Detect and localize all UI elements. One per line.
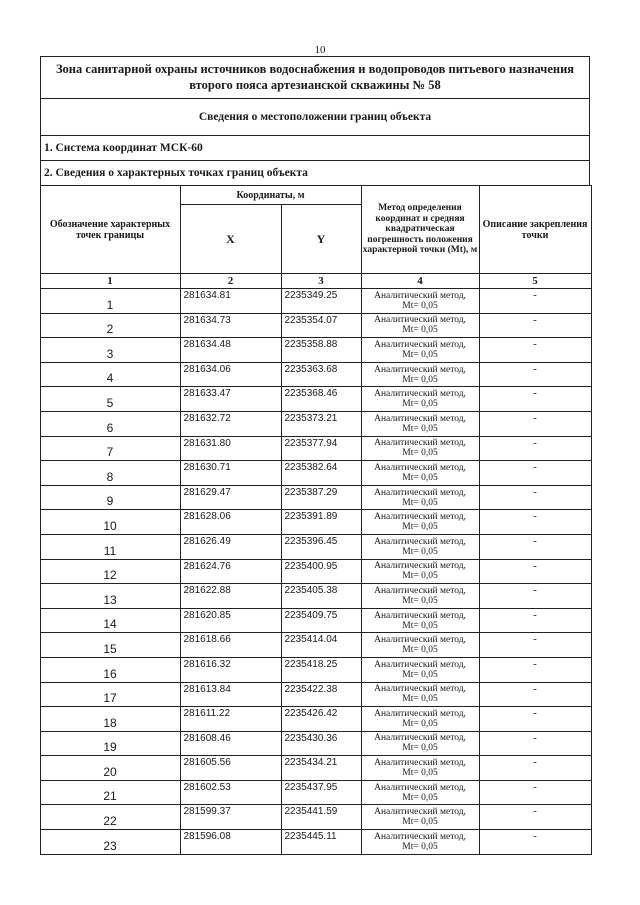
point-number: 13	[40, 584, 180, 609]
method-cell	[361, 756, 479, 781]
table-row	[40, 436, 591, 461]
point-number: 4	[40, 362, 180, 387]
document-title: Зона санитарной охраны источников водоснабжения и водопроводов питьевого назначения второго пояса артезианской скважины № 58	[40, 56, 590, 98]
table-row	[40, 731, 591, 756]
error-text: Mt= 0,05	[402, 325, 438, 336]
col-method-label: Метод определения координат и средняя квадратическая погрешность положения характерной точки (Mt), м	[362, 203, 478, 256]
point-description: -	[479, 289, 591, 314]
coord-x: 281631.80	[180, 436, 281, 461]
coord-y: 2235422.38	[281, 682, 361, 707]
coord-x: 281633.47	[180, 387, 281, 412]
point-description: -	[479, 485, 591, 510]
method-cell	[361, 805, 479, 830]
method-cell	[361, 830, 479, 855]
method-cell	[361, 461, 479, 486]
method-cell	[361, 338, 479, 363]
point-number: 9	[40, 485, 180, 510]
point-number: 1	[40, 289, 180, 314]
point-description: -	[479, 707, 591, 732]
method-cell	[361, 387, 479, 412]
point-number: 2	[40, 313, 180, 338]
coord-y: 2235387.29	[281, 485, 361, 510]
point-description: -	[479, 731, 591, 756]
method-cell	[361, 707, 479, 732]
coord-y: 2235437.95	[281, 780, 361, 805]
error-text: Mt= 0,05	[402, 792, 438, 803]
table-row	[40, 682, 591, 707]
coord-x: 281620.85	[180, 608, 281, 633]
error-text: Mt= 0,05	[402, 669, 438, 680]
error-text: Mt= 0,05	[402, 694, 438, 705]
coord-x: 281613.84	[180, 682, 281, 707]
method-cell	[361, 436, 479, 461]
coord-y: 2235396.45	[281, 534, 361, 559]
point-description: -	[479, 411, 591, 436]
method-text: Аналитический метод,	[374, 413, 466, 424]
point-description: -	[479, 559, 591, 584]
method-text: Аналитический метод,	[374, 536, 466, 547]
point-description: -	[479, 362, 591, 387]
method-text: Аналитический метод,	[374, 512, 466, 523]
coord-y: 2235414.04	[281, 633, 361, 658]
coord-x: 281626.49	[180, 534, 281, 559]
point-number: 3	[40, 338, 180, 363]
point-description: -	[479, 682, 591, 707]
error-text: Mt= 0,05	[402, 817, 438, 828]
error-text: Mt= 0,05	[402, 497, 438, 508]
col-number: 3	[281, 274, 361, 289]
method-cell	[361, 559, 479, 584]
point-description: -	[479, 313, 591, 338]
method-cell	[361, 633, 479, 658]
method-text: Аналитический метод,	[374, 659, 466, 670]
point-number: 18	[40, 707, 180, 732]
coordinate-system: 1. Система координат МСК-60	[40, 135, 590, 160]
col-number: 1	[40, 274, 180, 289]
error-text: Mt= 0,05	[402, 349, 438, 360]
point-description: -	[479, 338, 591, 363]
point-number: 17	[40, 682, 180, 707]
error-text: Mt= 0,05	[402, 423, 438, 434]
coord-y: 2235426.42	[281, 707, 361, 732]
col-x-header: X	[180, 205, 281, 274]
table-row	[40, 461, 591, 486]
point-description: -	[479, 633, 591, 658]
coord-y: 2235441.59	[281, 805, 361, 830]
point-number: 19	[40, 731, 180, 756]
coord-x: 281634.73	[180, 313, 281, 338]
point-description: -	[479, 387, 591, 412]
point-description: -	[479, 584, 591, 609]
document-body	[40, 56, 590, 855]
coord-y: 2235405.38	[281, 584, 361, 609]
method-text: Аналитический метод,	[374, 290, 466, 301]
point-description: -	[479, 830, 591, 855]
error-text: Mt= 0,05	[402, 620, 438, 631]
point-number: 15	[40, 633, 180, 658]
coord-x: 281602.53	[180, 780, 281, 805]
table-row	[40, 756, 591, 781]
coord-y: 2235400.95	[281, 559, 361, 584]
table-row	[40, 830, 591, 855]
coord-y: 2235445.11	[281, 830, 361, 855]
point-description: -	[479, 780, 591, 805]
method-text: Аналитический метод,	[374, 315, 466, 326]
coord-y: 2235349.25	[281, 289, 361, 314]
error-text: Mt= 0,05	[402, 841, 438, 852]
method-cell	[361, 510, 479, 535]
col-y-header: Y	[281, 205, 361, 274]
table-row	[40, 510, 591, 535]
method-text: Аналитический метод,	[374, 684, 466, 695]
method-cell	[361, 485, 479, 510]
point-number: 7	[40, 436, 180, 461]
point-number: 5	[40, 387, 180, 412]
coord-x: 281611.22	[180, 707, 281, 732]
error-text: Mt= 0,05	[402, 374, 438, 385]
coord-x: 281630.71	[180, 461, 281, 486]
error-text: Mt= 0,05	[402, 472, 438, 483]
coord-y: 2235430.36	[281, 731, 361, 756]
point-description: -	[479, 534, 591, 559]
coord-x: 281616.32	[180, 657, 281, 682]
coord-y: 2235409.75	[281, 608, 361, 633]
method-cell	[361, 411, 479, 436]
table-row	[40, 657, 591, 682]
table-row	[40, 313, 591, 338]
table-row	[40, 362, 591, 387]
method-cell	[361, 313, 479, 338]
coord-x: 281622.88	[180, 584, 281, 609]
column-numbers-row	[40, 274, 591, 289]
coord-x: 281624.76	[180, 559, 281, 584]
table-row	[40, 707, 591, 732]
method-text: Аналитический метод,	[374, 831, 466, 842]
error-text: Mt= 0,05	[402, 571, 438, 582]
col-method-header	[361, 186, 479, 274]
coord-x: 281634.48	[180, 338, 281, 363]
point-number: 16	[40, 657, 180, 682]
points-header: 2. Сведения о характерных точках границ объекта	[40, 160, 590, 185]
coord-x: 281608.46	[180, 731, 281, 756]
method-text: Аналитический метод,	[374, 782, 466, 793]
method-text: Аналитический метод,	[374, 462, 466, 473]
point-number: 10	[40, 510, 180, 535]
col-desc-header: Описание закрепления точки	[479, 186, 591, 274]
page-number: 10	[314, 44, 326, 56]
point-number: 21	[40, 780, 180, 805]
table-row	[40, 805, 591, 830]
error-text: Mt= 0,05	[402, 546, 438, 557]
point-number: 12	[40, 559, 180, 584]
table-row	[40, 633, 591, 658]
method-text: Аналитический метод,	[374, 364, 466, 375]
point-number: 6	[40, 411, 180, 436]
coord-y: 2235363.68	[281, 362, 361, 387]
method-text: Аналитический метод,	[374, 438, 466, 449]
method-text: Аналитический метод,	[374, 733, 466, 744]
method-text: Аналитический метод,	[374, 758, 466, 769]
table-row	[40, 338, 591, 363]
table-row	[40, 780, 591, 805]
method-cell	[361, 534, 479, 559]
coord-y: 2235354.07	[281, 313, 361, 338]
method-text: Аналитический метод,	[374, 389, 466, 400]
point-number: 8	[40, 461, 180, 486]
coord-x: 281605.56	[180, 756, 281, 781]
method-cell	[361, 731, 479, 756]
section-title: Сведения о местоположении границ объекта	[40, 98, 590, 135]
coord-x: 281599.37	[180, 805, 281, 830]
method-cell	[361, 780, 479, 805]
method-cell	[361, 584, 479, 609]
error-text: Mt= 0,05	[402, 595, 438, 606]
table-row	[40, 485, 591, 510]
col-number: 2	[180, 274, 281, 289]
coord-y: 2235377.94	[281, 436, 361, 461]
method-cell	[361, 289, 479, 314]
col-point-header: Обозначение характерных точек границы	[40, 186, 180, 274]
method-cell	[361, 362, 479, 387]
method-cell	[361, 682, 479, 707]
method-text: Аналитический метод,	[374, 585, 466, 596]
point-description: -	[479, 436, 591, 461]
point-number: 22	[40, 805, 180, 830]
error-text: Mt= 0,05	[402, 768, 438, 779]
coord-y: 2235358.88	[281, 338, 361, 363]
coord-x: 281629.47	[180, 485, 281, 510]
coord-x: 281634.81	[180, 289, 281, 314]
col-number: 5	[479, 274, 591, 289]
point-description: -	[479, 657, 591, 682]
error-text: Mt= 0,05	[402, 645, 438, 656]
coord-y: 2235418.25	[281, 657, 361, 682]
table-row	[40, 289, 591, 314]
coord-x: 281618.66	[180, 633, 281, 658]
point-description: -	[479, 608, 591, 633]
point-number: 20	[40, 756, 180, 781]
coord-x: 281634.06	[180, 362, 281, 387]
method-text: Аналитический метод,	[374, 708, 466, 719]
coord-y: 2235382.64	[281, 461, 361, 486]
point-description: -	[479, 805, 591, 830]
method-text: Аналитический метод,	[374, 610, 466, 621]
table-row	[40, 534, 591, 559]
table-row	[40, 559, 591, 584]
error-text: Mt= 0,05	[402, 743, 438, 754]
boundary-points-table	[40, 185, 592, 855]
method-cell	[361, 608, 479, 633]
error-text: Mt= 0,05	[402, 522, 438, 533]
point-number: 14	[40, 608, 180, 633]
point-number: 11	[40, 534, 180, 559]
table-row	[40, 411, 591, 436]
coord-y: 2235434.21	[281, 756, 361, 781]
table-row	[40, 584, 591, 609]
error-text: Mt= 0,05	[402, 399, 438, 410]
method-text: Аналитический метод,	[374, 807, 466, 818]
coord-y: 2235391.89	[281, 510, 361, 535]
coord-y: 2235373.21	[281, 411, 361, 436]
error-text: Mt= 0,05	[402, 448, 438, 459]
method-cell	[361, 657, 479, 682]
point-description: -	[479, 510, 591, 535]
method-text: Аналитический метод,	[374, 487, 466, 498]
method-text: Аналитический метод,	[374, 561, 466, 572]
method-text: Аналитический метод,	[374, 339, 466, 350]
point-description: -	[479, 756, 591, 781]
point-number: 23	[40, 830, 180, 855]
coord-x: 281628.06	[180, 510, 281, 535]
coord-x: 281632.72	[180, 411, 281, 436]
coord-x: 281596.08	[180, 830, 281, 855]
table-row	[40, 608, 591, 633]
col-number: 4	[361, 274, 479, 289]
col-coords-header: Координаты, м	[180, 186, 361, 205]
point-description: -	[479, 461, 591, 486]
method-text: Аналитический метод,	[374, 635, 466, 646]
error-text: Mt= 0,05	[402, 718, 438, 729]
table-row	[40, 387, 591, 412]
coord-y: 2235368.46	[281, 387, 361, 412]
error-text: Mt= 0,05	[402, 300, 438, 311]
